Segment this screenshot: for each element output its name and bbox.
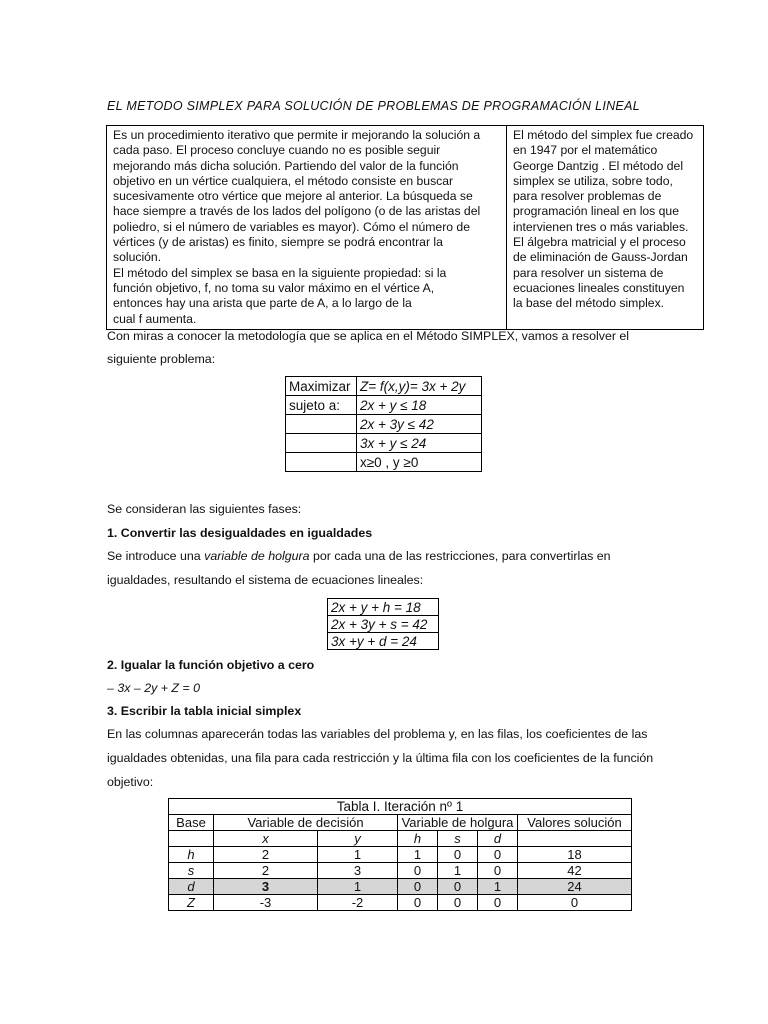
intro-line: intervienen tres o más variables. — [513, 219, 689, 234]
pivot-cell: 3 — [214, 879, 318, 895]
intro-line: poliedro, si el número de variables es mayor). Cómo el número de — [113, 219, 470, 234]
paragraph-line: objetivo: — [107, 775, 154, 789]
paragraph-line: En las columnas aparecerán todas las variables del problema y, en las filas, los coeficientes de las — [107, 727, 648, 741]
step1-heading: 1. Convertir las desigualdades en igualdades — [107, 526, 373, 540]
table-cell: 0 — [478, 847, 518, 863]
intro-line: la base del método simplex. — [513, 296, 665, 311]
column-header: Base — [169, 815, 214, 831]
intro-line: de eliminación de Gauss-Jordan — [513, 250, 688, 265]
constraint: 2x + 3y ≤ 42 — [357, 415, 482, 434]
base-variable: Z — [169, 895, 214, 911]
intro-line: El método del simplex fue creado — [513, 128, 694, 142]
table-cell: 1 — [478, 879, 518, 895]
intro-line: sucesivamente otro vértice que mejore al anterior. La búsqueda se — [113, 189, 473, 204]
intro-line: simplex se utiliza, sobre todo, — [513, 173, 673, 188]
base-variable: h — [169, 847, 214, 863]
table-cell — [169, 831, 214, 847]
equation: 2x + y + h = 18 — [328, 599, 439, 616]
intro-line: George Dantzig . El método del — [513, 158, 684, 173]
intro-line: El álgebra matricial y el proceso — [513, 235, 686, 250]
step2-heading: 2. Igualar la función objetivo a cero — [107, 658, 315, 672]
table-cell: 0 — [398, 879, 438, 895]
phases-intro: Se consideran las siguientes fases: — [107, 502, 302, 516]
table-cell: 1 — [318, 879, 398, 895]
problem-label: Maximizar — [286, 377, 357, 396]
table-cell: -2 — [318, 895, 398, 911]
text-fragment: por cada una de las restricciones, para convertirlas en — [309, 549, 611, 563]
intro-line: solución. — [113, 250, 162, 265]
table-cell: 1 — [398, 847, 438, 863]
problem-label: sujeto a: — [286, 396, 357, 415]
base-variable: d — [169, 879, 214, 895]
constraint: 3x + y ≤ 24 — [357, 434, 482, 453]
text-fragment: Se introduce una — [107, 549, 205, 563]
intro-line: entonces hay una arista que parte de A, a lo largo de la — [113, 296, 412, 311]
table-cell: 1 — [438, 863, 478, 879]
intro-line: ecuaciones lineales constituyen — [513, 280, 685, 295]
table-row — [169, 847, 632, 863]
problem-label — [286, 434, 357, 453]
intro-line: cada paso. El proceso concluye cuando no es posible seguir — [113, 143, 441, 158]
slack-variable-term: variable de holgura — [204, 549, 310, 563]
intro-history-cell — [507, 126, 704, 330]
intro-line: programación lineal en los que — [513, 204, 679, 219]
table-cell: 2 — [214, 847, 318, 863]
table-cell: 24 — [518, 879, 632, 895]
table-cell: 0 — [478, 863, 518, 879]
problem-row — [286, 396, 482, 415]
table-subheader-row — [169, 831, 632, 847]
intro-line: cual f aumenta. — [113, 311, 197, 326]
intro-line: objetivo en un vértice cualquiera, el método consiste en buscar — [113, 173, 454, 188]
objective-function: Z= f(x,y)= 3x + 2y — [357, 377, 482, 396]
table-cell: 1 — [318, 847, 398, 863]
paragraph-line: igualdades obtenidas, una fila para cada restricción y la última fila con los coeficientes de la función — [107, 751, 654, 765]
intro-definition-cell — [107, 126, 507, 330]
table-cell: 2 — [214, 863, 318, 879]
column-subheader: s — [438, 831, 478, 847]
step3-heading: 3. Escribir la tabla inicial simplex — [107, 704, 302, 718]
problem-row — [286, 434, 482, 453]
problem-row — [286, 415, 482, 434]
equation: 2x + 3y + s = 42 — [328, 616, 439, 633]
table-header-row — [169, 815, 632, 831]
column-subheader: d — [478, 831, 518, 847]
problem-row — [286, 377, 482, 396]
table-cell: -3 — [214, 895, 318, 911]
table-cell: 18 — [518, 847, 632, 863]
table-row — [169, 863, 632, 879]
table-cell: 42 — [518, 863, 632, 879]
table-caption: Tabla I. Iteración nº 1 — [169, 799, 632, 815]
simplex-table — [168, 798, 632, 911]
intro-line: para resolver problemas de — [513, 189, 662, 204]
constraint: 2x + y ≤ 18 — [357, 396, 482, 415]
objective-equation: – 3x – 2y + Z = 0 — [107, 681, 200, 695]
base-variable: s — [169, 863, 214, 879]
intro-table — [106, 125, 704, 330]
table-cell: 0 — [438, 895, 478, 911]
problem-table — [285, 376, 482, 472]
paragraph-line: igualdades, resultando el sistema de ecuaciones lineales: — [107, 573, 424, 587]
constraint: x≥0 , y ≥0 — [357, 453, 482, 472]
column-subheader: h — [398, 831, 438, 847]
intro-line: en 1947 por el matemático — [513, 143, 658, 158]
column-header: Variable de holgura — [398, 815, 518, 831]
table-cell: 0 — [478, 895, 518, 911]
page-title: EL METODO SIMPLEX PARA SOLUCIÓN DE PROBLEMAS DE PROGRAMACIÓN LINEAL — [107, 99, 640, 113]
column-subheader: x — [214, 831, 318, 847]
table-cell: 0 — [398, 895, 438, 911]
problem-row — [286, 453, 482, 472]
intro-line: para resolver un sistema de — [513, 265, 664, 280]
intro-line: Es un procedimiento iterativo que permite ir mejorando la solución a — [113, 128, 481, 142]
paragraph-line — [107, 549, 611, 563]
column-header: Valores solución — [518, 815, 632, 831]
table-cell: 0 — [398, 863, 438, 879]
table-cell — [518, 831, 632, 847]
table-cell: 0 — [518, 895, 632, 911]
table-cell: 0 — [438, 879, 478, 895]
paragraph-line: siguiente problema: — [107, 352, 216, 366]
column-header: Variable de decisión — [214, 815, 398, 831]
column-subheader: y — [318, 831, 398, 847]
pivot-row — [169, 879, 632, 895]
problem-label — [286, 453, 357, 472]
intro-line: mejorando más dicha solución. Partiendo del valor de la función — [113, 158, 459, 173]
equations-table — [327, 598, 439, 650]
table-cell: 0 — [438, 847, 478, 863]
objective-row — [169, 895, 632, 911]
intro-line: vértices (y de aristas) es finito, siempre se podrá encontrar la — [113, 235, 443, 250]
problem-label — [286, 415, 357, 434]
intro-line: El método del simplex se basa en la siguiente propiedad: si la — [113, 265, 447, 280]
table-cell: 3 — [318, 863, 398, 879]
intro-line: hace siempre a través de los lados del polígono (o de las aristas del — [113, 204, 481, 219]
paragraph-line: Con miras a conocer la metodología que se aplica en el Método SIMPLEX, vamos a resolver el — [107, 329, 630, 343]
intro-line: función objetivo, f, no toma su valor máximo en el vértice A, — [113, 280, 435, 295]
equation: 3x +y + d = 24 — [328, 633, 439, 650]
